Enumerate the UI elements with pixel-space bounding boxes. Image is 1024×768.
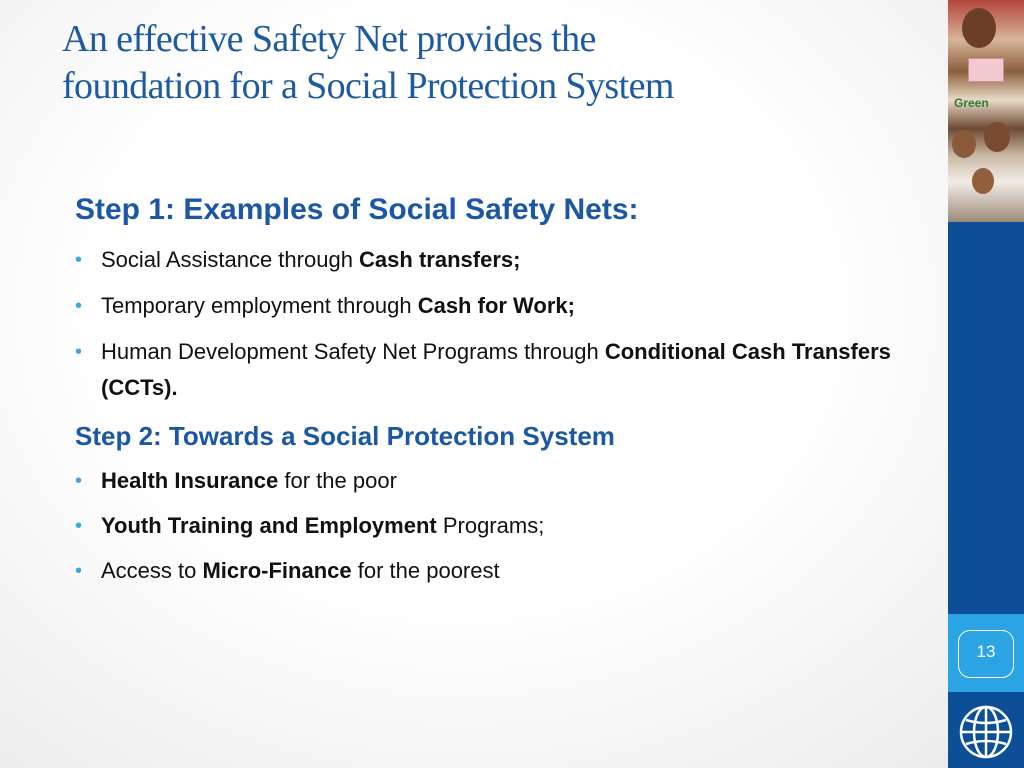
page-number-box — [948, 614, 1024, 692]
item-bold-text: Cash for Work; — [417, 293, 575, 318]
item-text: Temporary employment through — [101, 293, 418, 318]
item-bold-text: Micro-Finance — [202, 558, 352, 583]
side-bar — [948, 222, 1024, 614]
photo-face — [972, 168, 994, 194]
item-bold-text: Cash transfers; — [359, 247, 521, 272]
page-number: 13 — [976, 642, 996, 661]
list-item — [75, 288, 915, 324]
world-bank-globe-icon — [958, 704, 1014, 760]
item-text-after: for the poorest — [351, 558, 500, 583]
photo-face — [952, 130, 976, 158]
item-text-after: Programs; — [436, 513, 545, 538]
item-text-after: for the poor — [278, 468, 397, 493]
step-2-heading: Step 2: Towards a Social Protection System — [75, 421, 615, 451]
photo-banknote — [968, 58, 1004, 82]
bullet-icon: • — [75, 560, 83, 582]
step-1-list — [75, 242, 915, 406]
item-text: Human Development Safety Net Programs through — [101, 339, 605, 364]
item-text: Access to — [101, 558, 203, 583]
slide-title — [62, 16, 922, 110]
bullet-icon: • — [75, 515, 83, 537]
photo-face — [984, 122, 1010, 152]
step-2-list — [75, 463, 915, 589]
list-item — [75, 334, 915, 406]
bullet-icon: • — [75, 341, 83, 363]
slide-body — [75, 188, 915, 589]
bullet-icon: • — [75, 249, 83, 271]
step-1-heading: Step 1: Examples of Social Safety Nets: — [75, 193, 639, 226]
children-photo — [948, 0, 1024, 222]
bullet-icon: • — [75, 295, 83, 317]
list-item — [75, 463, 915, 499]
item-bold-text: Youth Training and Employment — [101, 513, 437, 538]
list-item — [75, 508, 915, 544]
photo-shirt-text: Green — [954, 96, 989, 110]
item-bold-text: Conditional Cash Transfers (CCTs). — [101, 339, 891, 400]
logo-box — [948, 692, 1024, 768]
list-item — [75, 242, 915, 278]
slide-title-line-2: foundation for a Social Protection System — [62, 65, 674, 107]
item-text: Social Assistance through — [101, 247, 360, 272]
item-bold-text: Health Insurance — [101, 468, 279, 493]
photo-face — [962, 8, 996, 48]
slide-title-line-1: An effective Safety Net provides the — [62, 18, 596, 60]
bullet-icon: • — [75, 470, 83, 492]
list-item — [75, 553, 915, 589]
